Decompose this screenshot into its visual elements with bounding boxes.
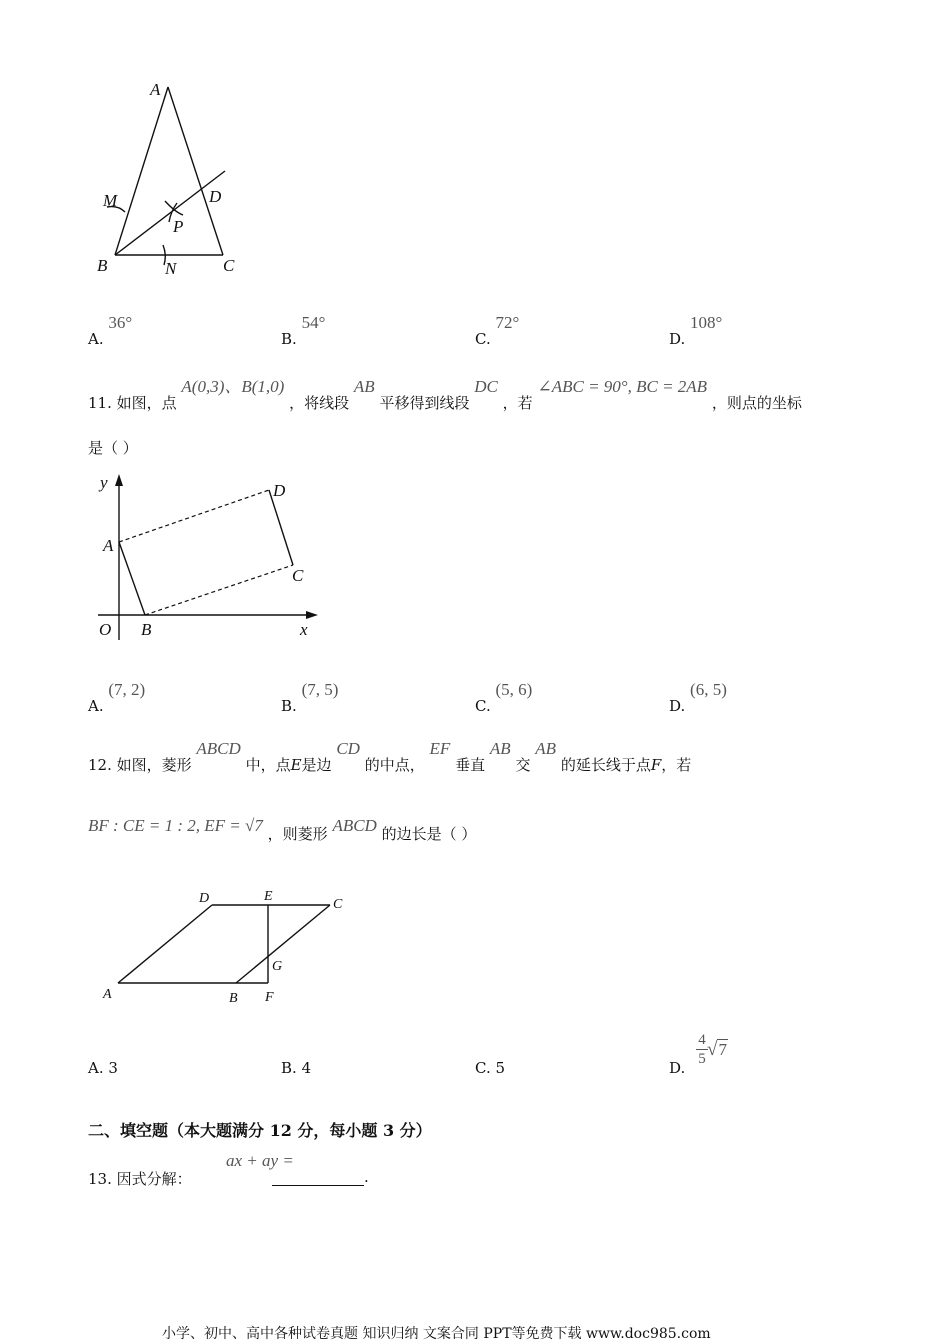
q10-option-b[interactable] (281, 313, 326, 348)
label-M: M (103, 191, 118, 210)
option-value: 108° (690, 313, 723, 332)
label-E: E (264, 889, 273, 904)
page-footer: 小学、初中、高中各种试卷真题 知识归纳 文案合同 PPT等免费下载 www.doc985.com (162, 1326, 711, 1342)
q12-option-a[interactable] (88, 1059, 118, 1077)
option-value: (7, 2) (108, 680, 146, 699)
label-D: D (199, 891, 210, 906)
q12-option-d-radical (707, 1039, 728, 1061)
fraction-numerator: 4 (698, 1032, 706, 1048)
label-D: D (273, 481, 286, 500)
label-N: N (165, 259, 177, 278)
option-letter: D. (669, 1059, 686, 1077)
label-C: C (223, 256, 235, 275)
label-P: P (173, 217, 184, 236)
option-letter: B. (281, 697, 297, 715)
label-F: F (265, 990, 274, 1005)
q10-option-d[interactable] (669, 313, 723, 348)
option-letter: C. (475, 1059, 491, 1077)
label-D: D (209, 187, 222, 206)
label-C: C (292, 566, 304, 585)
q10-option-c[interactable] (475, 313, 520, 348)
label-B: B (141, 620, 152, 639)
label-A: A (150, 80, 161, 99)
q11-stem-line2: 是（ ） (88, 439, 138, 457)
option-value: 5 (495, 1059, 506, 1077)
option-value: 36° (108, 313, 133, 332)
label-A: A (103, 987, 112, 1002)
q11-option-a[interactable] (88, 680, 146, 715)
option-letter: D. (669, 697, 686, 715)
radicand: 7 (718, 1040, 727, 1059)
option-value: 54° (301, 313, 326, 332)
option-letter: A. (88, 697, 104, 715)
label-B: B (97, 256, 108, 275)
option-letter: C. (475, 330, 491, 348)
fraction-denominator: 5 (698, 1051, 706, 1067)
option-letter: A. (88, 1059, 104, 1077)
figure-q12-rhombus (95, 882, 365, 1012)
option-value: (5, 6) (495, 680, 533, 699)
q12-option-d[interactable] (669, 1059, 685, 1077)
label-x: x (300, 620, 308, 639)
option-letter: D. (669, 330, 686, 348)
q11-option-c[interactable] (475, 680, 533, 715)
option-letter: B. (281, 1059, 297, 1077)
option-letter: A. (88, 330, 104, 348)
label-B: B (229, 991, 238, 1006)
label-y: y (100, 473, 108, 492)
q11-option-b[interactable] (281, 680, 339, 715)
figure-q10-triangle (85, 75, 285, 285)
label-O: O (99, 620, 112, 639)
q12-stem-line1: 12. 如图，菱形 ABCD 中，点E是边 CD 的中点， EF 垂直 AB 交 AB 的延长线于点F，若 (88, 739, 692, 774)
section-heading-fill-blank: 二、填空题（本大题满分 12 分，每小题 3 分） (88, 1121, 432, 1140)
radical-icon: √ (707, 1039, 718, 1060)
q11-stem-line1: 11. 如图，点 A(0,3)、B(1,0) ，将线段 AB 平移得到线段 DC ，若 ∠ABC = 90°, BC = 2AB ，则点的坐标 (88, 377, 802, 412)
option-value: (6, 5) (690, 680, 727, 699)
q12-option-c[interactable] (475, 1059, 505, 1077)
label-A: A (103, 536, 114, 555)
answer-blank[interactable] (272, 1171, 364, 1186)
option-value: (7, 5) (301, 680, 339, 699)
q11-option-d[interactable] (669, 680, 727, 715)
option-value: 4 (301, 1059, 312, 1077)
q12-stem-line2: BF : CE = 1 : 2, EF = √7 ，则菱形 ABCD 的边长是（ ） (88, 816, 477, 843)
q10-option-a[interactable] (88, 313, 133, 348)
figure-q11-coordinate (90, 468, 330, 648)
label-G: G (272, 959, 283, 974)
label-C: C (333, 897, 343, 912)
q13-answer-blank[interactable]: . (272, 1168, 369, 1186)
option-letter: C. (475, 697, 491, 715)
q12-option-b[interactable] (281, 1059, 311, 1077)
q13-expression: ax + ay = (226, 1151, 294, 1170)
option-letter: B. (281, 330, 297, 348)
option-value: 72° (495, 313, 520, 332)
option-value: 3 (108, 1059, 118, 1077)
q13-stem: 13. 因式分解： (88, 1170, 192, 1188)
